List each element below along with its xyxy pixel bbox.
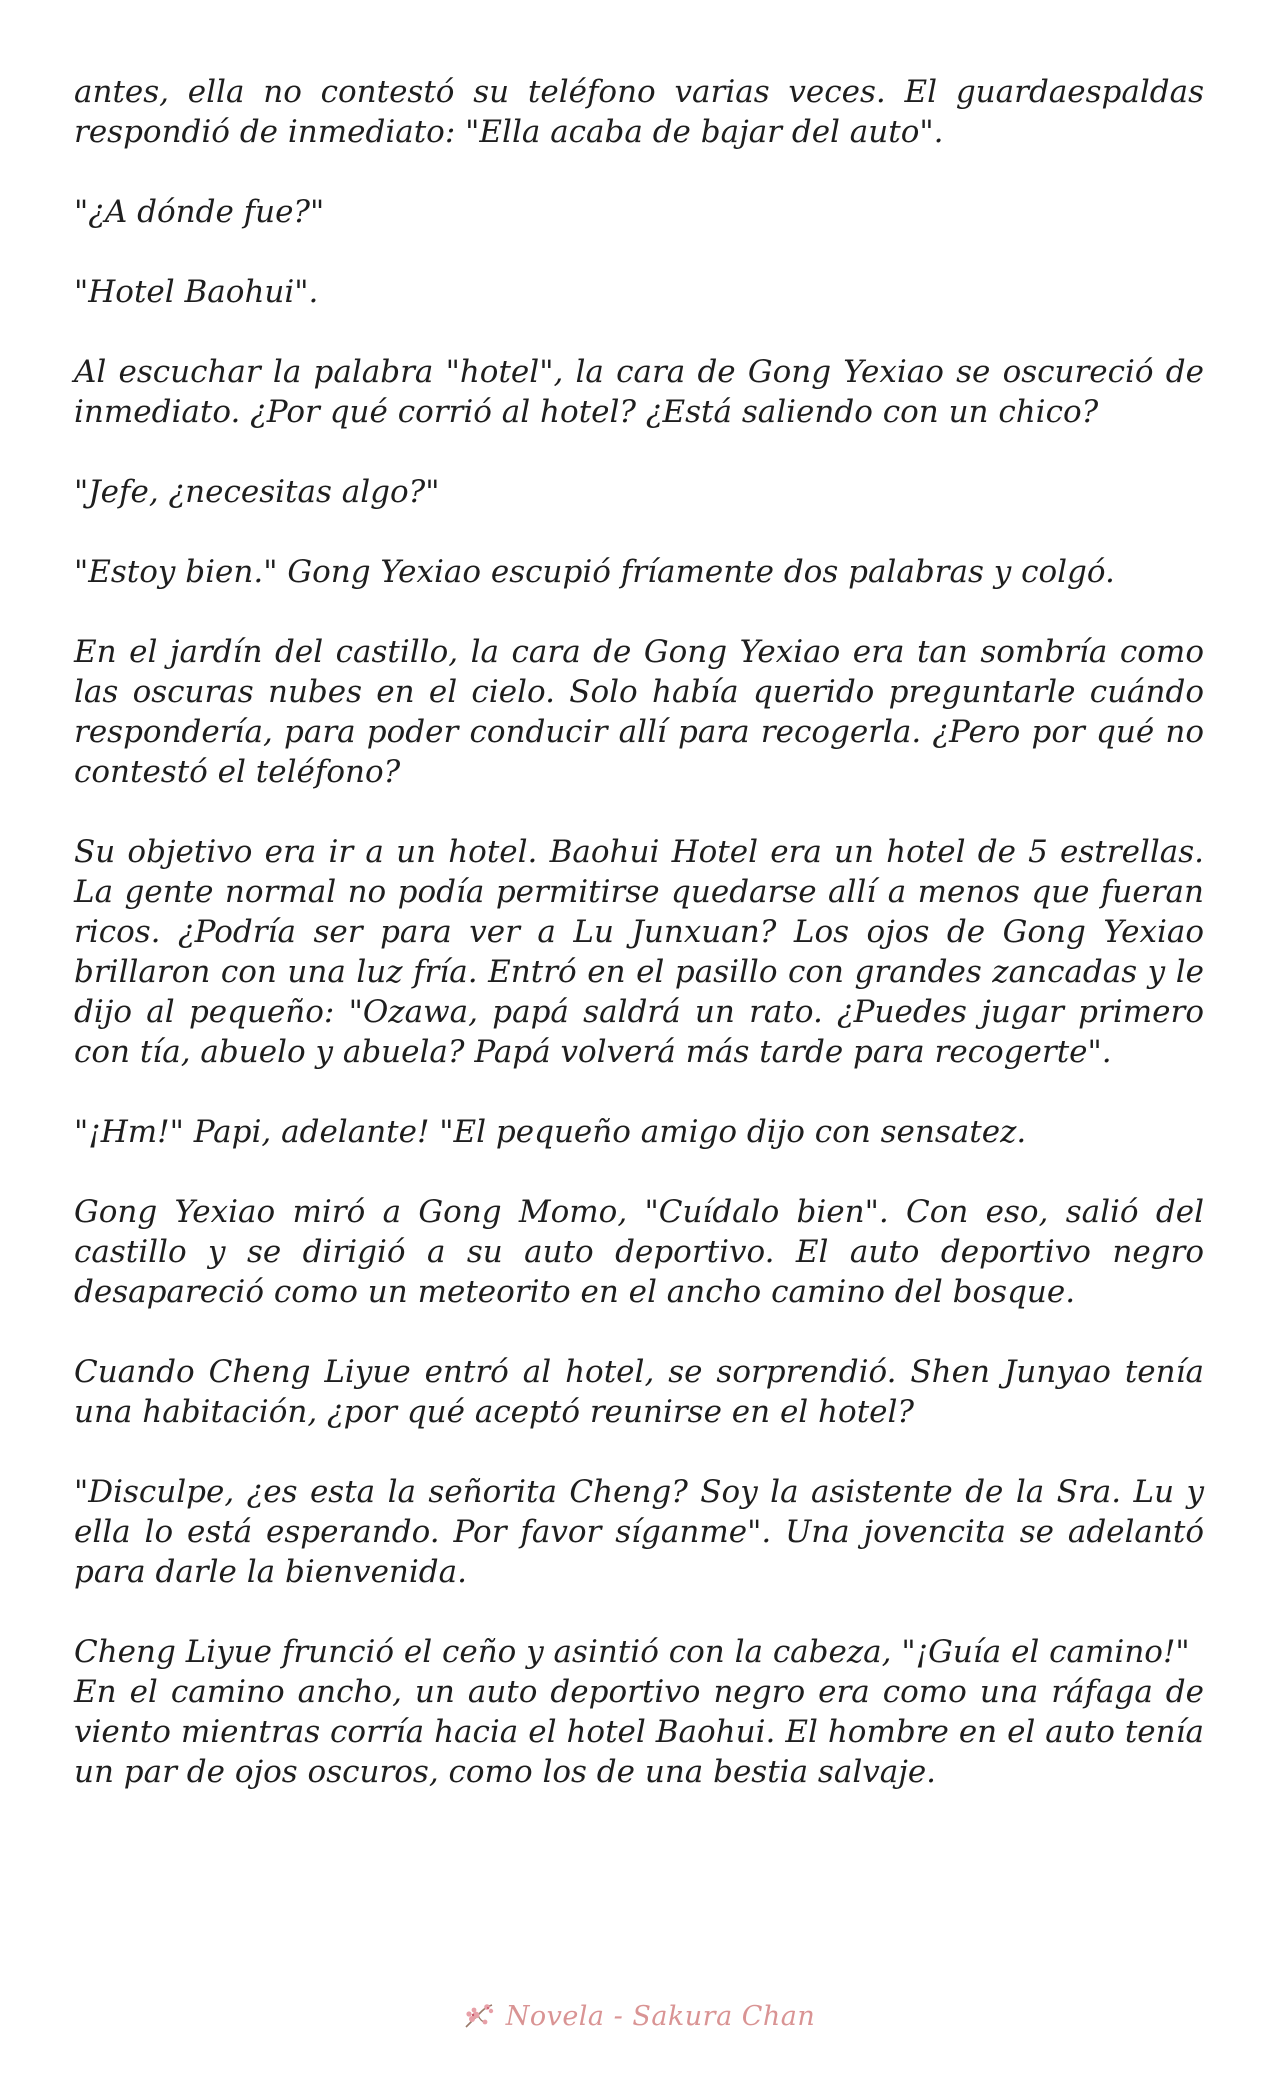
footer-text: Novela - Sakura Chan: [505, 2000, 816, 2032]
paragraph-2: "¿A dónde fue?": [74, 194, 325, 230]
paragraph-12: "Disculpe, ¿es esta la señorita Cheng? Soy la asistente de la Sra. Lu y ella lo está esperando. Por favor síganme". Una jovencita se adelantó para darle la bienvenida.: [74, 1474, 1204, 1590]
paragraph-1: antes, ella no contestó su teléfono varias veces. El guardaespaldas respondió de inmediato: "Ella acaba de bajar del auto".: [74, 74, 1204, 150]
paragraph-6: "Estoy bien." Gong Yexiao escupió fríamente dos palabras y colgó.: [74, 554, 1115, 590]
paragraph-4: Al escuchar la palabra "hotel", la cara de Gong Yexiao se oscureció de inmediato. ¿Por qué corrió al hotel? ¿Está saliendo con un chico?: [74, 354, 1204, 430]
paragraph-14: En el camino ancho, un auto deportivo negro era como una ráfaga de viento mientras corría hacia el hotel Baohui. El hombre en el auto tenía un par de ojos oscuros, como los de una bestia salvaje.: [74, 1674, 1204, 1790]
paragraph-11: Cuando Cheng Liyue entró al hotel, se sorprendió. Shen Junyao tenía una habitación, ¿por qué aceptó reunirse en el hotel?: [74, 1354, 1204, 1430]
paragraph-10: Gong Yexiao miró a Gong Momo, "Cuídalo bien". Con eso, salió del castillo y se dirigió a su auto deportivo. El auto deportivo negro desapareció como un meteorito en el ancho camino del bosque.: [74, 1194, 1204, 1310]
paragraph-9: "¡Hm!" Papi, adelante! "El pequeño amigo dijo con sensatez.: [74, 1114, 1027, 1150]
footer-watermark: [0, 1994, 1275, 2038]
sakura-flower-icon: [460, 1997, 498, 2035]
paragraph-7: En el jardín del castillo, la cara de Gong Yexiao era tan sombría como las oscuras nubes en el cielo. Solo había querido preguntarle cuándo respondería, para poder conducir allí para recogerla. ¿Pero por qué no contestó el teléfono?: [74, 634, 1204, 790]
paragraph-13: Cheng Liyue frunció el ceño y asintió con la cabeza, "¡Guía el camino!": [74, 1634, 1190, 1670]
paragraph-5: "Jefe, ¿necesitas algo?": [74, 474, 440, 510]
paragraph-3: "Hotel Baohui".: [74, 274, 319, 310]
paragraph-8: Su objetivo era ir a un hotel. Baohui Hotel era un hotel de 5 estrellas. La gente normal no podía permitirse quedarse allí a menos que fueran ricos. ¿Podría ser para ver a Lu Junxuan? Los ojos de Gong Yexiao brillaron con una luz fría. Entró en el pasillo con grandes zancadas y le dijo al pequeño: "Ozawa, papá saldrá un rato. ¿Puedes jugar primero con tía, abuelo y abuela? Papá volverá más tarde para recogerte".: [74, 834, 1204, 1070]
document-page: [74, 72, 1204, 1832]
